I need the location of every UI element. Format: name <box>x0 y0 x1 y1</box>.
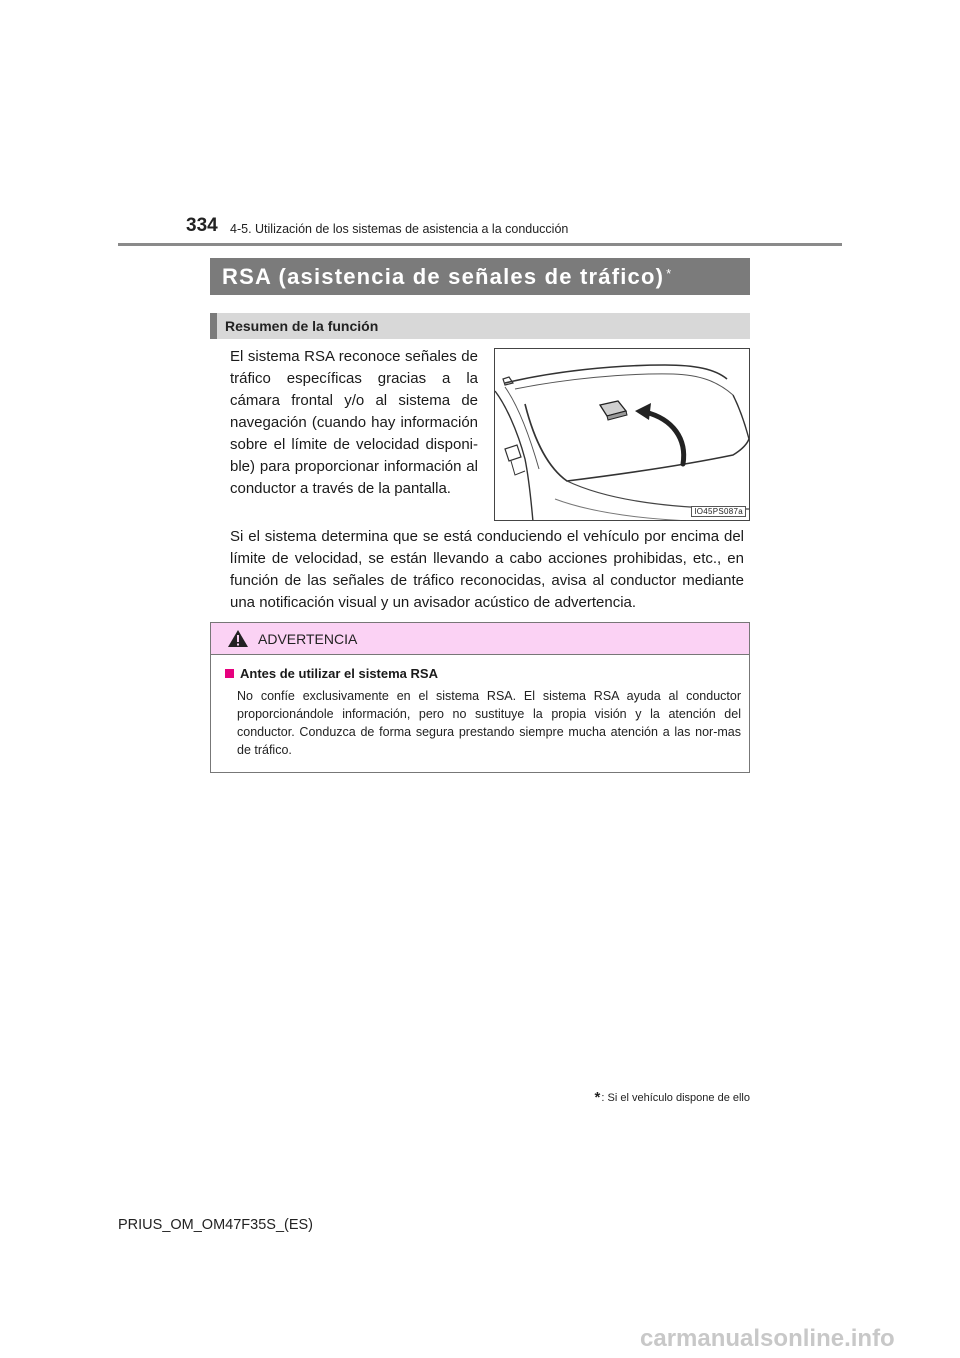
chapter-heading: 4-5. Utilización de los sistemas de asistencia a la conducción <box>230 222 569 236</box>
figure-code: IO45PS087a <box>691 506 746 517</box>
windshield-camera-figure <box>494 348 750 521</box>
document-code: PRIUS_OM_OM47F35S_(ES) <box>118 1217 314 1233</box>
footnote-asterisk: * <box>594 1089 601 1106</box>
warning-text: No confíe exclusivamente en el sistema RSA. El sistema RSA ayuda al conductor proporcionándole información, pero no sustituye la propia visión y la atención del conductor. Conduzca de forma segura prestando siempre mucha atención a las nor-mas de tráfico. <box>237 689 741 757</box>
page-title-text: RSA (asistencia de señales de tráfico) <box>222 263 665 289</box>
warning-subtitle <box>225 666 438 681</box>
page-title <box>210 258 750 295</box>
warning-label: ADVERTENCIA <box>258 630 358 647</box>
footnote <box>595 1089 750 1106</box>
warning-box <box>210 622 750 773</box>
watermark: carmanualsonline.info <box>640 1325 895 1352</box>
description-paragraph: Si el sistema determina que se está conduciendo el vehículo por encima del límite de velocidad, se están llevando a cabo acciones prohibidas, etc., en función de las señales de tráfico reconocidas, avisa al conductor mediante una notificación visual y un avisador acústico de advertencia. <box>230 528 744 611</box>
title-asterisk-mark: * <box>666 266 673 281</box>
intro-paragraph: El sistema RSA reconoce señales de tráfico específicas gracias a la cámara frontal y/o al sistema de navegación (cuando hay información sobre el límite de velocidad disponi-ble) para proporcionar información al conductor a través de la pantalla. <box>230 348 478 497</box>
warning-triangle-icon <box>227 629 249 648</box>
footnote-text: : Si el vehículo dispone de ello <box>601 1091 750 1104</box>
section-heading-label: Resumen de la función <box>225 318 379 334</box>
page-number: 334 <box>186 215 218 236</box>
section-heading <box>210 313 750 339</box>
warning-header <box>211 623 749 655</box>
bullet-square-icon <box>225 669 234 678</box>
warning-subtitle-text: Antes de utilizar el sistema RSA <box>240 666 438 681</box>
windshield-illustration <box>495 349 750 521</box>
header-divider <box>118 243 842 246</box>
